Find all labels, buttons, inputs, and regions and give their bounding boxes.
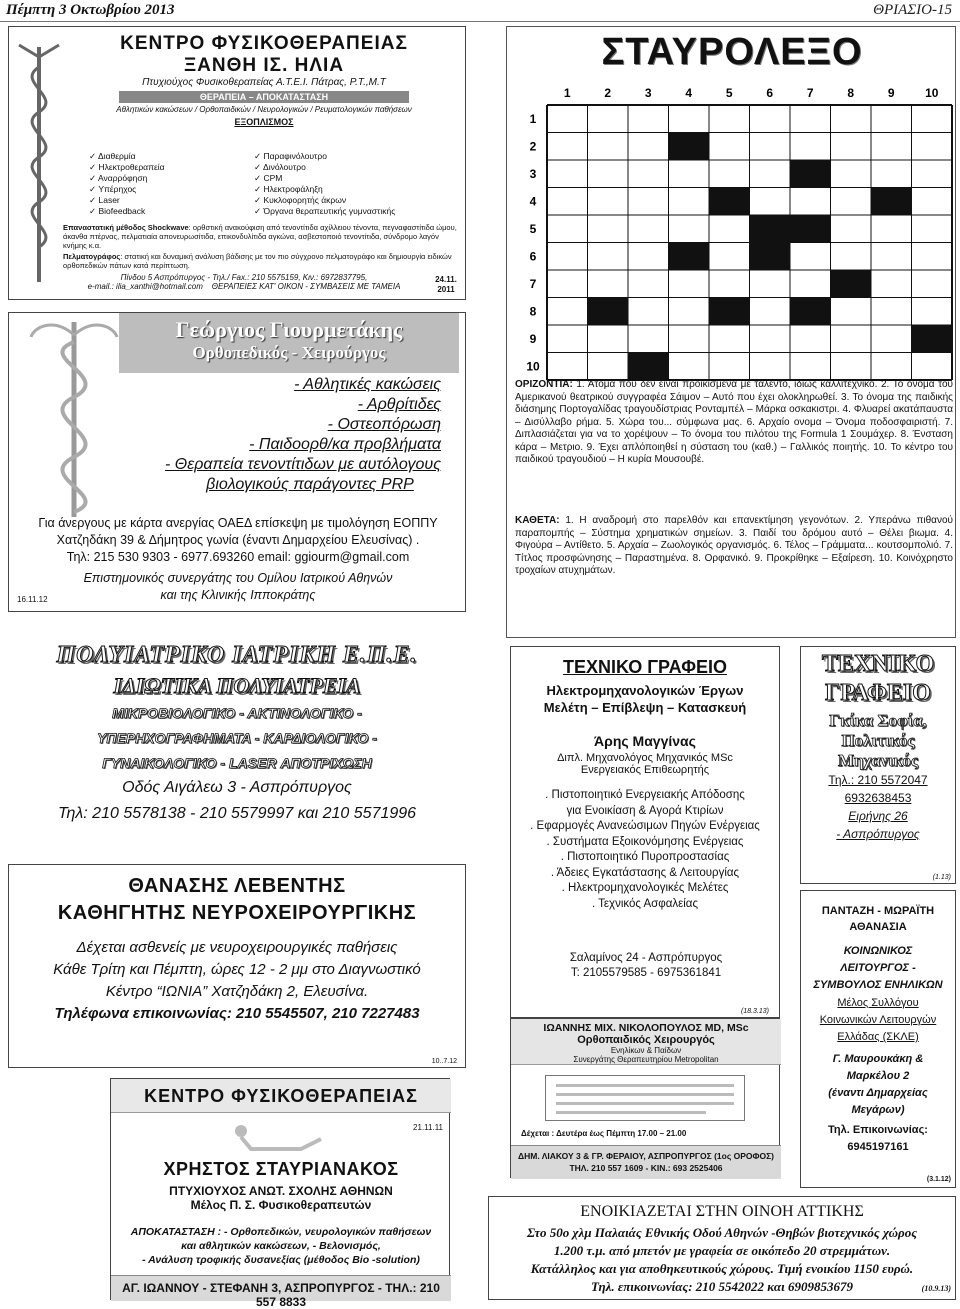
ad1-equipment-item: ✓ Υπέρηχος xyxy=(89,184,137,194)
crossword-black-cell xyxy=(669,133,710,161)
crossword-down xyxy=(515,515,953,578)
ad3-address: Οδός Αιγάλεω 3 - Ασπρόπυργος xyxy=(122,779,352,796)
ad6-service-item: για Ενοικίαση & Αγορά Κτιρίων xyxy=(566,804,724,817)
crossword-black-cell xyxy=(709,188,750,216)
caduceus-icon xyxy=(29,317,119,517)
ad10-line3: Κατάλληλος και για αποθηκευτικούς χώρους. Τιμή ενοικίου 1150 ευρώ. xyxy=(530,1261,914,1276)
crossword-black-cell xyxy=(628,353,669,381)
ad2-item6: βιολογικούς παράγοντες PRP xyxy=(206,476,414,493)
ad6-sub2: Μελέτη – Επίβλεψη – Κατασκευή xyxy=(543,700,747,715)
ad-rent-oinoi xyxy=(488,1196,956,1300)
crossword-row-number: 9 xyxy=(529,331,537,346)
ad8-title1: ΤΕΧΝΙΚΟ xyxy=(821,651,935,677)
crossword-black-cell xyxy=(790,298,831,326)
ad6-service-item: . Τεχνικός Ασφαλείας xyxy=(591,897,698,910)
crossword-across xyxy=(515,379,953,467)
ad-giourmetakis xyxy=(8,312,466,612)
crossword-black-cell xyxy=(912,325,953,353)
crossword-col-number: 6 xyxy=(766,86,774,100)
ad10-title: ΕΝΟΙΚΙΑΖΕΤΑΙ ΣΤΗΝ ΟΙΝΟΗ ΑΤΤΙΚΗΣ xyxy=(580,1203,864,1220)
ad5-code: 21.11.11 xyxy=(413,1123,443,1132)
ad1-equipment-col2 xyxy=(254,151,464,217)
ad3-line5: ΓΥΝΑΙΚΟΛΟΓΙΚΟ - LASER ΑΠΟΤΡΙΧΩΣΗ xyxy=(102,755,372,771)
ad7-services-box xyxy=(545,1075,745,1121)
ad10-line4: Τηλ. επικοινωνίας: 210 5542022 και 6909853679 xyxy=(591,1279,853,1294)
crossword-col-number: 3 xyxy=(644,86,652,100)
crossword-col-number: 10 xyxy=(925,86,939,100)
crossword-section xyxy=(506,26,956,638)
across-clues: 1. Άτομα που δεν είναι προικισμένα με ταλέντο, ιδίως καλλιτεχνικό. 2. Το όνομα του Αμερικανού θεατρικού συγγραφέα Σάιμον – Αυτό που έχει ολοκληρωθεί. 3. Το όνομα της παιδικής διάσημης Πορτογαλίδας τραγουδίστριας Ρονταμπέλ – Μάρκα οσκακιστρι. 4. Φλυαρεί ακατάπαυστα – Δισύλλαβο ρήμα. 5. Χώρα του... σύμφωνα μας. 6. Αρχαίο ονομα – Όνομα ποδοσφαιριστή. 7. Διπλασιάζεται για να το χορέψουν – Το όνομα του πιλότου της Formula 1 Σουμάχερ. 8. Ένσταση κάρα – Μετριο. 9. Έχει απλόποιηθεί η σύσταση του (καθ.) – Γαλλικός ποιητής. 10. Το κέντρο του παιδικού τραγουδιού – Η κυρία Μουσουβέ. xyxy=(515,379,953,465)
ad4-title: ΚΑΘΗΓΗΤΗΣ ΝΕΥΡΟΧΕΙΡΟΥΡΓΙΚΗΣ xyxy=(57,902,417,924)
ad3-line1: ΠΟΛΥΙΑΤΡΙΚΟ ΙΑΤΡΙΚΗ Ε.Π.Ε. xyxy=(56,642,418,668)
ad3-line3: ΜΙΚΡΟΒΙΟΛΟΓΙΚΟ - ΑΚΤΙΝΟΛΟΓΙΚΟ - xyxy=(112,705,362,721)
ad9-address2: Μαρκέλου 2 xyxy=(846,1070,910,1082)
ad8-name1: Γκίκα Σοφία, xyxy=(829,711,927,730)
ad-pantazi xyxy=(800,890,956,1188)
ad1-title: ΚΕΝΤΡΟ ΦΥΣΙΚΟΘΕΡΑΠΕΙΑΣ xyxy=(120,33,408,54)
ad7-spec2: Συνεργάτης Θεραπευτηρίου Metropolitan xyxy=(573,1055,719,1064)
ad2-title: Ορθοπεδικός - Χειρούργος xyxy=(192,343,386,362)
caduceus-icon xyxy=(13,37,65,287)
ad6-degree2: Ενεργειακός Επιθεωρητής xyxy=(580,764,710,776)
crossword-col-number: 7 xyxy=(806,86,814,100)
ad10-code: (10.9.13) xyxy=(921,1284,951,1293)
ad4-line4: Τηλέφωνα επικοινωνίας: 210 5545507, 210 7227483 xyxy=(54,1005,420,1022)
ad7-hours: Δέχεται : Δευτέρα έως Πέμπτη 17.00 – 21.00 xyxy=(521,1129,687,1138)
crossword-black-cell xyxy=(750,215,791,243)
ad8-address2: - Ασπρόπυργος xyxy=(836,827,920,841)
ad7-name: ΙΩΑΝΝΗΣ ΜΙΧ. ΝΙΚΟΛΟΠΟΥΛΟΣ MD, MSc xyxy=(543,1022,749,1034)
ad2-info4: Επιστημονικός συνεργάτης του Ομίλου Ιατρικού Αθηνών xyxy=(83,571,393,585)
ad2-item3: - Οστεοπόρωση xyxy=(327,416,441,433)
ad1-equipment-item: ✓ Biofeedback xyxy=(89,206,146,216)
crossword-row-number: 5 xyxy=(529,221,537,236)
crossword-black-cell xyxy=(709,298,750,326)
crossword-row-number: 1 xyxy=(529,111,537,126)
ad9-member1: Μέλος Συλλόγου xyxy=(837,997,919,1009)
ad-manginas xyxy=(510,646,780,1018)
page-label: ΘΡΙΑΣΙΟ-15 xyxy=(873,2,952,18)
ad6-name: Άρης Μαγγίνας xyxy=(594,733,696,749)
ad-polyiatriko xyxy=(8,642,466,862)
ad6-sub1: Ηλεκτρομηχανολογικών Έργων xyxy=(546,683,744,698)
page-header xyxy=(0,0,960,22)
ad6-code: (18.3.13) xyxy=(740,1008,769,1015)
ad2-info3: Τηλ: 215 530 9303 - 6977.693260 email: ggiourm@gmail.com xyxy=(66,550,410,564)
ad8-name3: Μηχανικός xyxy=(837,751,919,770)
ad1-code1: 24.11. xyxy=(435,275,457,284)
ad4-name: ΘΑΝΑΣΗΣ ΛΕΒΕΝΤΗΣ xyxy=(128,875,346,897)
down-clues: 1. Η αναδρομή στο παρελθόν και επανεκτίμηση γεγονότων. 2. Υπεράνω πιθανού παραπομπής – Σύστημα χρηματικών σημείων. 3. Παιδί του δρόμου αυτό – Θέλει βιωμα. 4. Φιγούρα – Αντίθετο. 5. Αρχαία – Ζωολογικός οργανισμός. 6. Τέλος – Γράμματα... κουτσομπολιό. 7. Τίτλος προσφώνησης – Παραστημένα. 8. Ορφανικό. 9. Προκρίθηκε – Εξαίρεση. 10. Κοινόχρηστο τροχαίων ατυχημάτων. xyxy=(515,515,953,576)
crossword-row-number: 3 xyxy=(529,166,537,181)
issue-date: Πέμπτη 3 Οκτωβρίου 2013 xyxy=(6,2,175,18)
ad9-address1: Γ. Μαυρουκάκη & xyxy=(832,1053,924,1065)
crossword-title: ΣΤΑΥΡΟΛΕΞΟ xyxy=(601,31,863,73)
ad1-equipment-item: ✓ Παραφινόλουτρο xyxy=(254,151,327,161)
crossword-row-number: 6 xyxy=(529,249,537,264)
ad5-title: ΚΕΝΤΡΟ ΦΥΣΙΚΟΘΕΡΑΠΕΙΑΣ xyxy=(144,1086,418,1106)
crossword-black-cell xyxy=(669,243,710,271)
ad1-equipment-item: ✓ Όργανα θεραπευτικής γυμναστικής xyxy=(254,206,396,216)
ad1-equipment-item: ✓ Διαθερμία xyxy=(89,151,136,161)
ad9-role2: ΛΕΙΤΟΥΡΓΟΣ - xyxy=(840,962,916,974)
ad1-subtitle: Πτυχιούχος Φυσικοθεραπείας Α.Τ.Ε.Ι. Πάτρας, Ρ.Τ.,Μ.Τ xyxy=(142,77,386,88)
ad1-bullet2-head: Πελματογράφος xyxy=(63,252,121,261)
ad3-line4: ΥΠΕΡΗΧΟΓΡΑΦΗΜΑΤΑ - ΚΑΡΔΙΟΛΟΓΙΚΟ - xyxy=(97,730,377,746)
ad2-code: 16.11.12 xyxy=(17,595,48,604)
crossword-col-number: 8 xyxy=(847,86,855,100)
ad10-line2: 1.200 τ.μ. από μπετόν με γραφεία σε οικόπεδο 20 στρεμμάτων. xyxy=(553,1243,891,1258)
ad5-line1: ΑΠΟΚΑΤΑΣΤΑΣΗ : - Ορθοπεδικών, νευρολογικών παθήσεων xyxy=(130,1226,432,1238)
ad2-info2: Χατζηδάκη 39 & Δήμητρος γωνία (έναντι Δημαρχείου Ελευσίνας) . xyxy=(56,533,420,547)
ad6-address: Σαλαμίνος 24 - Ασπρόπυργος xyxy=(569,952,723,964)
ad1-equipment-item: ✓ CPM xyxy=(254,173,283,183)
crossword-black-cell xyxy=(790,160,831,188)
ad1-email: e-mail.: ilia_xanthi@hotmail.com xyxy=(87,282,203,291)
crossword-black-cell xyxy=(831,270,872,298)
ad7-phone: ΤΗΛ. 210 557 1609 - ΚΙΝ.: 693 2525406 xyxy=(569,1163,723,1173)
ad9-code: (3.1.12) xyxy=(926,1176,951,1183)
ad-nikolopoulos xyxy=(510,1018,780,1178)
ad8-title2: ΓΡΑΦΕΙΟ xyxy=(825,680,931,706)
ad4-line2: Κάθε Τρίτη και Πέμπτη, ώρες 12 - 2 μμ στο Διαγνωστικό xyxy=(53,961,421,978)
ad1-bullet1-head: Επαναστατική μέθοδος Shockwave xyxy=(63,223,189,232)
ad6-degree1: Διπλ. Μηχανολόγος Μηχανικός MSc xyxy=(557,752,733,764)
ad1-code2: 2011 xyxy=(437,285,455,294)
ad5-line2: και αθλητικών κακώσεων, - Βελονισμός, xyxy=(181,1240,381,1252)
ad8-code: (1.13) xyxy=(932,874,951,881)
ad1-equipment-item: ✓ Αναρρόφηση xyxy=(89,173,148,183)
crossword-grid xyxy=(507,79,957,391)
ad2-item2: - Αρθρίτιδες xyxy=(357,396,441,413)
ad2-item4: - Παιδοορθ/κα προβλήματα xyxy=(249,436,441,453)
ad1-equipment-item: ✓ Ηλεκτροφάληξη xyxy=(254,184,323,194)
crossword-col-number: 4 xyxy=(685,86,693,100)
ad1-equipment-item: ✓ Δινόλουτρο xyxy=(254,162,306,172)
ad-gkika xyxy=(800,646,956,884)
ad1-equipment-col1 xyxy=(89,151,219,217)
ad1-footer1: Πίνδου 5 Ασπρόπυργος - Τηλ./ Fax.: 210 5575159, Κιν.: 6972837795, xyxy=(120,273,368,282)
ad6-phones: Τ: 2105579585 - 6975361841 xyxy=(570,967,722,979)
ad6-service-item: . Συστήματα Εξοικονόμησης Ενέργειας xyxy=(546,835,744,848)
crossword-row-number: 2 xyxy=(529,139,537,154)
ad7-spec1: Ενηλίκων & Παίδων xyxy=(610,1046,682,1055)
ad9-role3: ΣΥΜΒΟΥΛΟΣ ΕΝΗΛΙΚΩΝ xyxy=(813,979,943,991)
crossword-row-number: 8 xyxy=(529,304,537,319)
ad3-phones: Τηλ: 210 5578138 - 210 5579997 και 210 5571996 xyxy=(57,805,417,822)
ad1-bullet1: : ορθστική ανακούφιση από τενοντίτιδα αχίλλειου τένοντα, πεγναφαστίτιδα ώμου, άκανθα πτέρνας, πελματιαία απονευρωσίτιδα, επικονδυλίτιδα αγκώνα, ασβεστοποιό τενοντίτιδα, σύνδρομο λαγόν κνήμης κ.α. xyxy=(63,223,457,250)
crossword-col-number: 9 xyxy=(887,86,895,100)
ad9-address3: (έναντι Δημαρχείας xyxy=(828,1087,928,1099)
across-head: ΟΡΙΖΟΝΤΙΑ: xyxy=(515,379,573,390)
ad5-degree1: ΠΤΥΧΙΟΥΧΟΣ ΑΝΩΤ. ΣΧΟΛΗΣ ΑΘΗΝΩΝ xyxy=(169,1184,393,1198)
ad6-service-item: . Πιστοποιητικό Πυροπροστασίας xyxy=(560,851,730,863)
ad5-degree2: Μέλος Π. Σ. Φυσικοθεραπευτών xyxy=(190,1198,372,1212)
down-head: ΚΑΘΕΤΑ: xyxy=(515,515,560,526)
ad9-name2: ΑΘΑΝΑΣΙΑ xyxy=(849,921,907,933)
ad3-line2: ΙΔΙΩΤΙΚΑ ΠΟΛΥΙΑΤΡΕΙΑ xyxy=(113,673,361,698)
ad1-footer2: ΘΕΡΑΠΕΙΕΣ ΚΑΤ' ΟΙΚΟΝ - ΣΥΜΒΑΣΕΙΣ ΜΕ ΤΑΜΕΙΑ xyxy=(211,282,401,291)
ad6-service-item: . Ηλεκτρομηχανολογικές Μελέτες xyxy=(561,882,729,894)
ad9-member3: Ελλάδας (ΣΚΛΕ) xyxy=(837,1031,919,1043)
crossword-row-number: 10 xyxy=(526,359,540,374)
crossword-col-number: 5 xyxy=(725,86,733,100)
ad6-service-item: . Πιστοποιητικό Ενεργειακής Απόδοσης xyxy=(545,789,745,801)
ad1-equipment-item: ✓ Ηλεκτροθεραπεία xyxy=(89,162,165,172)
ad2-services xyxy=(119,375,459,495)
ad1-bullets xyxy=(63,223,461,270)
ad6-service-item: . Εφαρμογές Ανανεώσιμων Πηγών Ενέργειας xyxy=(530,820,760,832)
crossword-row-number: 7 xyxy=(529,276,537,291)
ad-leventis xyxy=(8,864,466,1068)
ad9-address4: Μεγάρων) xyxy=(851,1104,905,1116)
ad2-info5: και της Κλινικής Ιπποκράτης xyxy=(160,588,316,602)
crossword-black-cell xyxy=(790,215,831,243)
ad2-name: Γεώργιος Γιουρμετάκης xyxy=(175,317,403,342)
ad9-tel: 6945197161 xyxy=(847,1141,909,1153)
ad2-info1: Για άνεργους με κάρτα ανεργίας ΟΑΕΔ επίσκεψη με τιμολόγηση ΕΟΠΠΥ xyxy=(38,516,438,530)
ad4-code: 10..7.12 xyxy=(431,1058,457,1065)
ad6-services xyxy=(511,788,779,912)
ad1-equipment-item: ✓ Laser xyxy=(89,195,120,205)
ad1-specialties: Αθλητικών κακώσεων / Ορθοπαιδικών / Νευρολογικών / Ρευματολογικών παθήσεων xyxy=(116,105,412,114)
ad1-equipment-item: ✓ Κυκλοφορητής άκρων xyxy=(254,195,347,205)
ad2-item1: - Αθλητικές κακώσεις xyxy=(294,376,441,393)
crossword-black-cell xyxy=(750,243,791,271)
ad1-bullet2: : στατική και δυναμική ανάλυση βάδισης με τον πιο σύγχρονο πελματογράφο και δημιουργία ειδικών ορθοπεδικών πάτων κατά περίπτωση. xyxy=(63,252,452,270)
ad4-line3: Κέντρο “ΙΩΝΙΑ” Χατζηδάκη 2, Ελευσίνα. xyxy=(105,983,369,1000)
ad9-role1: ΚΟΙΝΩΝΙΚΟΣ xyxy=(843,945,913,957)
ad7-title: Ορθοπαιδικός Χειρουργός xyxy=(577,1034,715,1046)
ad5-footer: ΑΓ. ΙΩΑΝΝΟΥ - ΣΤΕΦΑΝΗ 3, ΑΣΠΡΟΠΥΡΓΟΣ - ΤΗΛ.: 210 557 8833 xyxy=(122,1281,440,1309)
ad5-name: ΧΡΗΣΤΟΣ ΣΤΑΥΡΙΑΝΑΚΟΣ xyxy=(163,1159,399,1179)
crossword-col-number: 2 xyxy=(604,86,612,100)
ad-stavrianakos xyxy=(110,1078,450,1309)
ad1-name: ΞΑΝΘΗ ΙΣ. ΗΛΙΑ xyxy=(183,55,345,76)
ad8-address1: Ειρήνης 26 xyxy=(848,809,908,823)
ad8-name2: Πολιτικός xyxy=(841,731,915,750)
ad-physio-xanthi xyxy=(8,26,466,300)
ad1-band-equipment: ΕΞΟΠΛΙΣΜΟΣ xyxy=(234,117,294,127)
crossword-black-cell xyxy=(588,298,629,326)
ad5-line3: - Ανάλυση τροφικής δυσανεξίας (μέθοδος Bio -solution) xyxy=(142,1254,420,1266)
crossword-row-number: 4 xyxy=(529,194,537,209)
crossword-col-number: 1 xyxy=(563,86,571,100)
ad9-member2: Κοινωνικών Λειτουργών xyxy=(819,1014,937,1026)
ad8-mobile: 6932638453 xyxy=(844,791,912,805)
ad6-service-item: . Άδειες Εγκατάστασης & Λειτουργίας xyxy=(550,866,740,879)
physio-figure-icon xyxy=(221,1119,341,1155)
ad9-tel-label: Τηλ. Επικοινωνίας: xyxy=(828,1124,928,1136)
crossword-black-cell xyxy=(871,188,912,216)
ad7-address: ΔΗΜ. ΛΙΑΚΟΥ 3 & ΓΡ. ΦΕΡΑΙΟΥ, ΑΣΠΡΟΠΥΡΓΟΣ (1ος ΟΡΟΦΟΣ) xyxy=(517,1151,775,1161)
ad2-item5: - Θεραπεία τενοντίτιδων με αυτόλογους xyxy=(165,456,441,473)
ad9-name1: ΠΑΝΤΑΖΗ - ΜΩΡΑΪΤΗ xyxy=(821,905,935,917)
ad8-tel: Τηλ.: 210 5572047 xyxy=(828,773,928,787)
ad10-line1: Στο 50ο χλμ Παλαιάς Εθνικής Οδού Αθηνών -Θηβών βιοτεχνικός χώρος xyxy=(526,1225,918,1240)
ad4-line1: Δέχεται ασθενείς με νευροχειρουργικές παθήσεις xyxy=(76,939,398,956)
ad1-band-therapy: ΘΕΡΑΠΕΙΑ – ΑΠΟΚΑΤΑΣΤΑΣΗ xyxy=(119,91,409,103)
ad6-title: ΤΕΧΝΙΚΟ ΓΡΑΦΕΙΟ xyxy=(563,657,727,677)
